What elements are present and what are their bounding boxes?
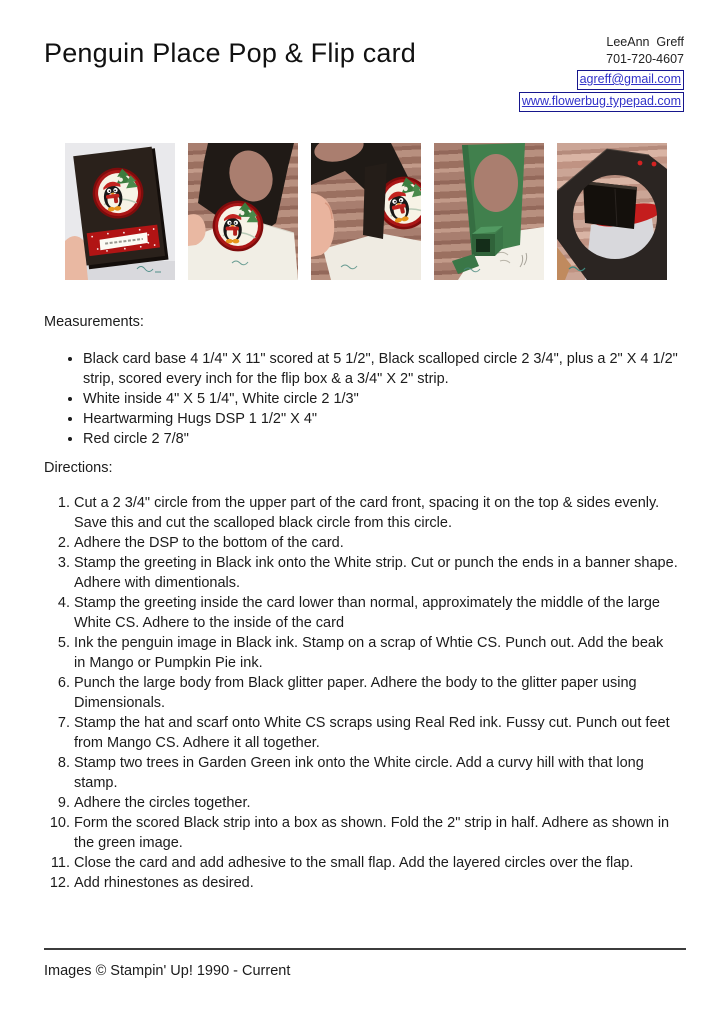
photo-green-box-sample xyxy=(434,143,544,280)
copyright-text: Images © Stampin' Up! 1990 - Current xyxy=(44,963,291,979)
measurements-heading: Measurements: xyxy=(44,314,144,330)
contact-block xyxy=(519,34,684,112)
contact-name: LeeAnn Greff xyxy=(606,35,684,49)
direction-step: 8. Stamp two trees in Garden Green ink onto the White circle. Add a curvy hill with that long stamp. xyxy=(74,753,678,793)
card-open-illustration xyxy=(188,143,298,280)
directions-heading: Directions: xyxy=(44,460,113,476)
direction-step: 12. Add rhinestones as desired. xyxy=(74,873,678,893)
page-footer xyxy=(44,948,686,981)
direction-step: 3. Stamp the greeting in Black ink onto the White strip. Cut or punch the ends in a banner shape. Adhere with dimentionals. xyxy=(74,553,678,593)
direction-step: 6. Punch the large body from Black glitter paper. Adhere the body to the glitter paper using Dimensionals. xyxy=(74,673,678,713)
direction-step: 7. Stamp the hat and scarf onto White CS scraps using Real Red ink. Fussy cut. Punch out feet from Mango CS. Adhere it all together. xyxy=(74,713,678,753)
page-header xyxy=(0,0,724,112)
direction-step: 4. Stamp the greeting inside the card lower than normal, approximately the middle of the large White CS. Adhere to the inside of the card xyxy=(74,593,678,633)
page-title: Penguin Place Pop & Flip card xyxy=(44,38,417,68)
email-link[interactable]: agreff@gmail.com xyxy=(577,70,684,90)
green-box-illustration xyxy=(434,143,544,280)
direction-step: 5. Ink the penguin image in Black ink. Stamp on a scrap of Whtie CS. Punch out. Add the beak in Mango or Pumpkin Pie ink. xyxy=(74,633,678,673)
photo-flip-mechanism xyxy=(311,143,421,280)
directions-list xyxy=(44,493,678,893)
document-body xyxy=(0,312,724,893)
direction-step: 11. Close the card and add adhesive to the small flap. Add the layered circles over the flap. xyxy=(74,853,678,873)
measurements-section xyxy=(44,312,678,449)
website-link[interactable]: www.flowerbug.typepad.com xyxy=(519,92,684,112)
photo-box-closeup xyxy=(557,143,667,280)
photo-strip xyxy=(65,143,724,280)
flip-mechanism-illustration xyxy=(311,143,421,280)
direction-step: 2. Adhere the DSP to the bottom of the card. xyxy=(74,533,678,553)
direction-step: 1. Cut a 2 3/4" circle from the upper part of the card front, spacing it on the top & sides evenly. Save this and cut the scalloped black circle from this circle. xyxy=(74,493,678,533)
contact-phone: 701-720-4607 xyxy=(606,52,684,66)
photo-finished-card-front xyxy=(65,143,175,280)
footer-divider xyxy=(44,948,686,950)
measurement-item: • Heartwarming Hugs DSP 1 1/2" X 4" xyxy=(83,409,678,429)
photo-card-open-popup xyxy=(188,143,298,280)
measurement-item: • Black card base 4 1/4" X 11" scored at 5 1/2", Black scalloped circle 2 3/4", plus a 2" X 4 1/2" strip, scored every inch for the flip box & a 3/4" X 2" strip. xyxy=(83,349,678,389)
measurement-item: • White inside 4" X 5 1/4", White circle 2 1/3" xyxy=(83,389,678,409)
measurement-item: • Red circle 2 7/8" xyxy=(83,429,678,449)
direction-step: 10. Form the scored Black strip into a box as shown. Fold the 2" strip in half. Adhere as shown in the green image. xyxy=(74,813,678,853)
direction-step: 9. Adhere the circles together. xyxy=(74,793,678,813)
box-closeup-illustration xyxy=(557,143,667,280)
measurements-list xyxy=(44,349,678,449)
directions-section xyxy=(44,458,678,893)
finished-card-illustration xyxy=(65,143,175,280)
